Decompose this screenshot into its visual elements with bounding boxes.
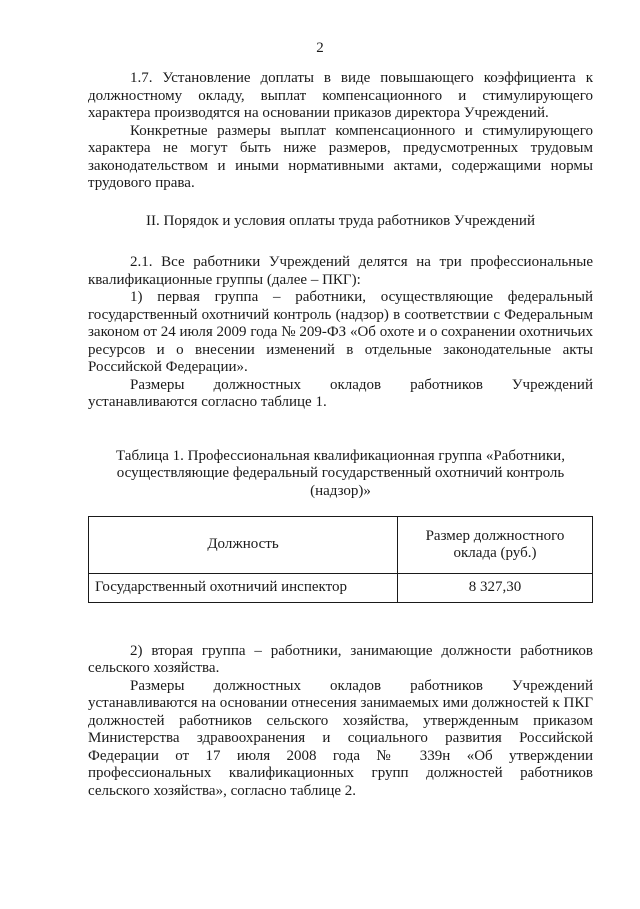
paragraph-specific-amounts: Конкретные размеры выплат компенсационного и стимулирующего характера не могут быть ниже размеров, предусмотренных трудовым законодательством и иными нормативными актами, содержащими нормы трудового права. xyxy=(88,122,593,191)
paragraph-group-2: 2) вторая группа – работники, занимающие должности работников сельского хозяйства. xyxy=(88,642,593,676)
paragraph-2-1: 2.1. Все работники Учреждений делятся на три профессиональные квалификационные группы (далее – ПКГ): xyxy=(88,254,593,288)
paragraph-group-1: 1) первая группа – работники, осуществляющие федеральный государственный охотничий контроль (надзор) в соответствии с Федеральным законом от 24 июля 2009 года № 209-ФЗ «Об охоте и о сохранении охотничьих ресурсов и о внесении изменений в отдельные законодательные акты Российской Федерации». xyxy=(88,289,593,375)
paragraph-salary-table-1: Размеры должностных окладов работников Учреждений устанавливаются согласно таблице 1. xyxy=(88,376,593,410)
row-position: Государственный охотничий инспектор xyxy=(89,574,398,603)
table-1-caption: Таблица 1. Профессиональная квалификационная группа «Работники, осуществляющие федеральный государственный охотничий контроль (надзор)» xyxy=(116,447,565,499)
page-number: 2 xyxy=(316,40,324,56)
row-salary: 8 327,30 xyxy=(398,574,593,603)
header-position: Должность xyxy=(89,517,398,574)
header-salary: Размер должностного оклада (руб.) xyxy=(398,517,593,574)
paragraph-salary-table-2: Размеры должностных окладов работников Учреждений устанавливаются на основании отнесения занимаемых ими должностей к ПКГ должностей работников сельского хозяйства, утвержденным приказом Министерства здравоохранения и социального развития Российской Федерации от 17 июля 2008 года № 339н «Об утверждении профессиональных квалификационных групп должностей работников сельского хозяйства», согласно таблице 2. xyxy=(88,677,593,799)
paragraph-1-7: 1.7. Установление доплаты в виде повышающего коэффициента к должностному окладу, выплат компенсационного и стимулирующего характера производятся на основании приказов директора Учреждений. xyxy=(88,70,593,121)
table-header-row xyxy=(89,517,593,574)
table-row xyxy=(89,574,593,603)
section-heading: II. Порядок и условия оплаты труда работников Учреждений xyxy=(146,212,535,229)
salary-table-1 xyxy=(88,516,593,603)
document-body xyxy=(88,70,593,800)
